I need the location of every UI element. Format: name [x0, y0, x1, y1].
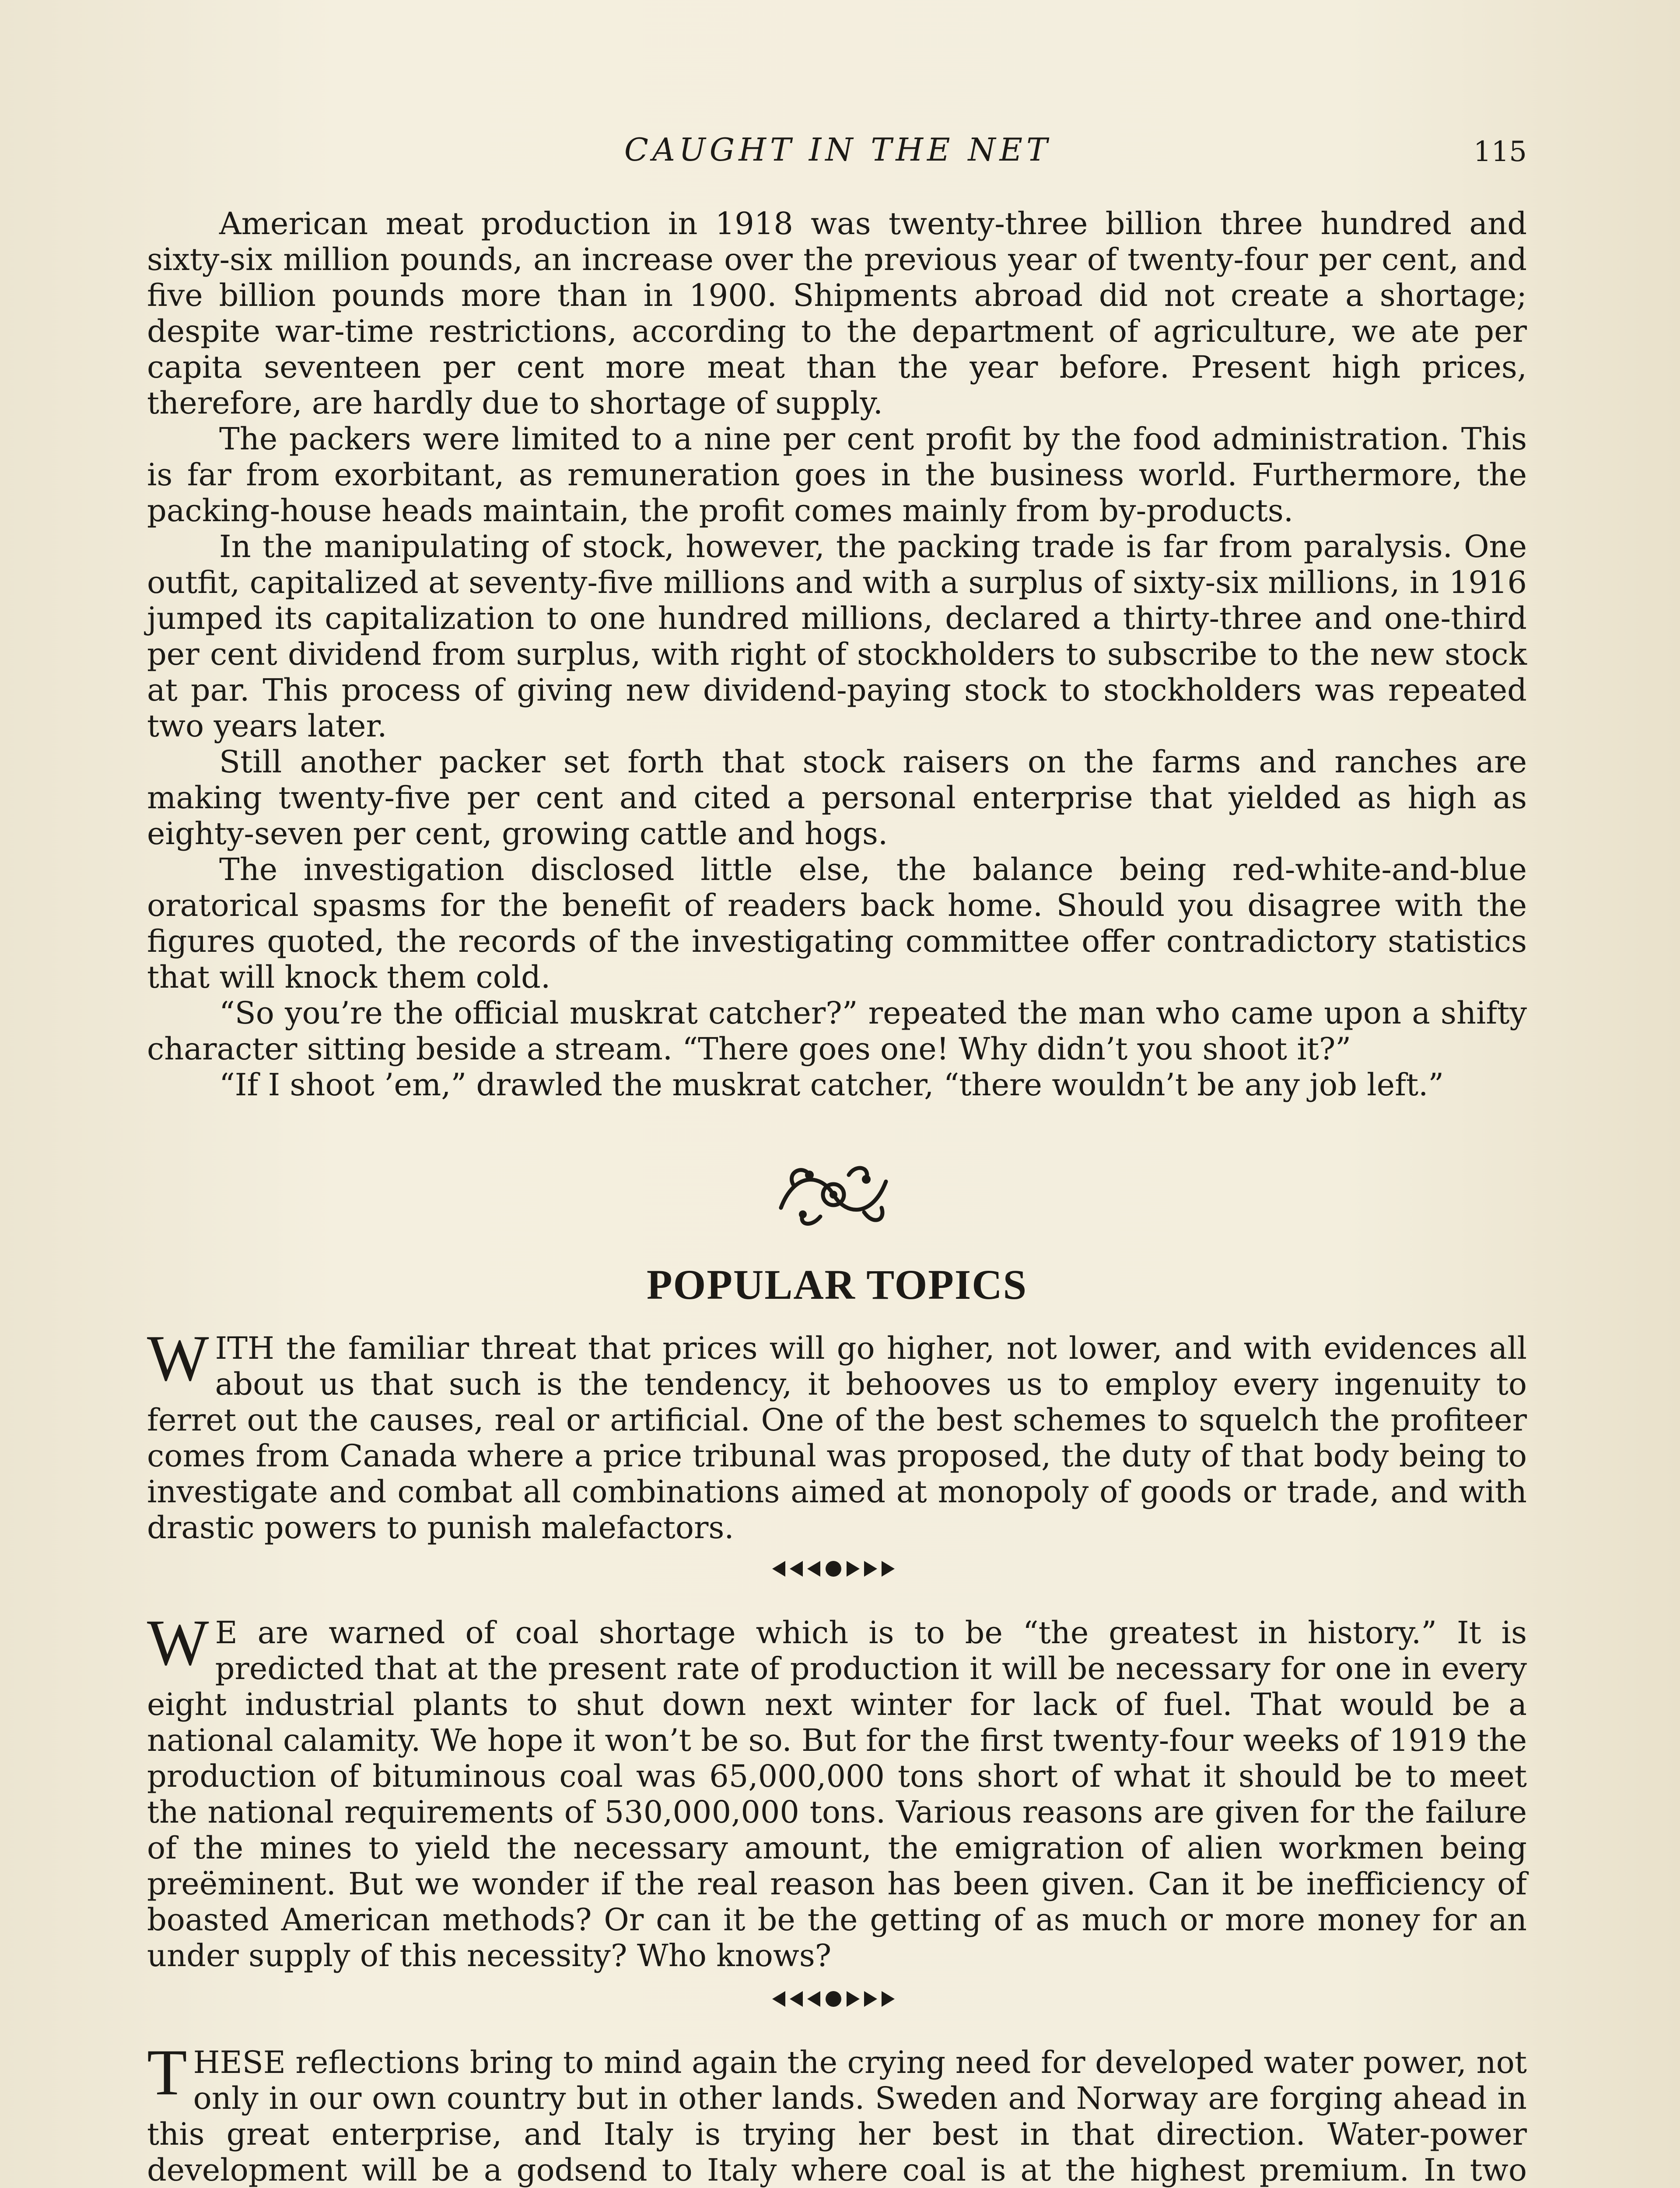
section-title: POPULAR TOPICS: [647, 1261, 1027, 1308]
paragraph: American meat production in 1918 was twenty-three billion three hundred and sixty-six million pounds, an increase over the previous year of twenty-four per cent, and five billion pounds more than in 1900. Shipments abroad did not create a shortage; despite war-time restrictions, according to the department of agriculture, we ate per capita seventeen per cent more meat than the year before. Present high prices, therefore, are hardly due to shortage of supply.: [147, 206, 1527, 421]
topic-paragraph: [147, 1606, 1527, 1974]
page-number: 115: [1473, 136, 1527, 168]
paragraph: “So you’re the official muskrat catcher?” repeated the man who came upon a shifty character sitting beside a stream. “There goes one! Why didn’t you shoot it?”: [147, 995, 1527, 1067]
topic-text: E are warned of coal shortage which is to be “the greatest in history.” It is predicted that at the present rate of production it will be necessary for one in every eight industrial plants to shut down next winter for lack of fuel. That would be a national calamity. We hope it won’t be so. But for the first twenty-four weeks of 1919 the production of bituminous coal was 65,000,000 tons short of what it should be to meet the national requirements of 530,000,000 tons. Various reasons are given for the failure of the mines to yield the necessary amount, the emigration of alien workmen being preëminent. But we wonder if the real reason has been given. Can it be inefficiency of boasted American methods? Or can it be the getting of as much or more money for an under supply of this necessity? Who knows?: [147, 1615, 1527, 1974]
paragraph: In the manipulating of stock, however, the packing trade is far from paralysis. One outfit, capitalized at seventy-five millions and with a surplus of sixty-six millions, in 1916 jumped its capitalization to one hundred millions, declared a thirty-three and one-third per cent dividend from surplus, with right of stockholders to subscribe to the new stock at par. This process of giving new dividend-paying stock to stockholders was repeated two years later.: [147, 529, 1527, 744]
paragraph: The packers were limited to a nine per cent profit by the food administration. This is far from exorbitant, as remuneration goes in the business world. Furthermore, the packing-house heads maintain, the profit comes mainly from by-products.: [147, 421, 1527, 529]
topic-text: HESE reflections bring to mind again the crying need for developed water power, not only in our own country but in other lands. Sweden and Norway are forging ahead in this great enterprise, and Italy is trying her best in that direction. Water-power development will be a godsend to Italy where coal is at the highest premium. In two: [147, 2044, 1527, 2188]
continued-article: [147, 206, 1527, 1103]
ornamental-divider-icon: [768, 1986, 899, 2012]
topic-paragraph: [147, 2036, 1527, 2188]
topic-text: ITH the familiar threat that prices will go higher, not lower, and with evidences all about us that such is the tendency, it behooves us to employ every ingenuity to ferret out the causes, real or artificial. One of the best schemes to squelch the profiteer comes from Canada where a price tribunal was proposed, the duty of that body being to investigate and combat all combinations aimed at monopoly of goods or trade, and with drastic powers to punish malefactors.: [147, 1330, 1527, 1546]
running-head: CAUGHT IN THE NET: [624, 131, 1052, 168]
drop-cap: W: [147, 1606, 209, 1679]
paragraph: The investigation disclosed little else, the balance being red-white-and-blue oratorical spasms for the benefit of readers back home. Should you disagree with the figures quoted, the records of the investigating committee offer contradictory statistics that will knock them cold.: [147, 852, 1527, 995]
floral-ornament-icon: [768, 1155, 899, 1234]
topic-paragraph: [147, 1322, 1527, 1546]
paragraph: Still another packer set forth that stock raisers on the farms and ranches are making twenty-five per cent and cited a personal enterprise that yielded as high as eighty-seven per cent, growing cattle and hogs.: [147, 744, 1527, 852]
paragraph: “If I shoot ’em,” drawled the muskrat catcher, “there wouldn’t be any job left.”: [219, 1067, 1444, 1103]
drop-cap: T: [147, 2036, 187, 2109]
page-header: [149, 131, 1527, 184]
drop-cap: W: [147, 1322, 209, 1395]
ornamental-divider-icon: [768, 1556, 899, 1582]
